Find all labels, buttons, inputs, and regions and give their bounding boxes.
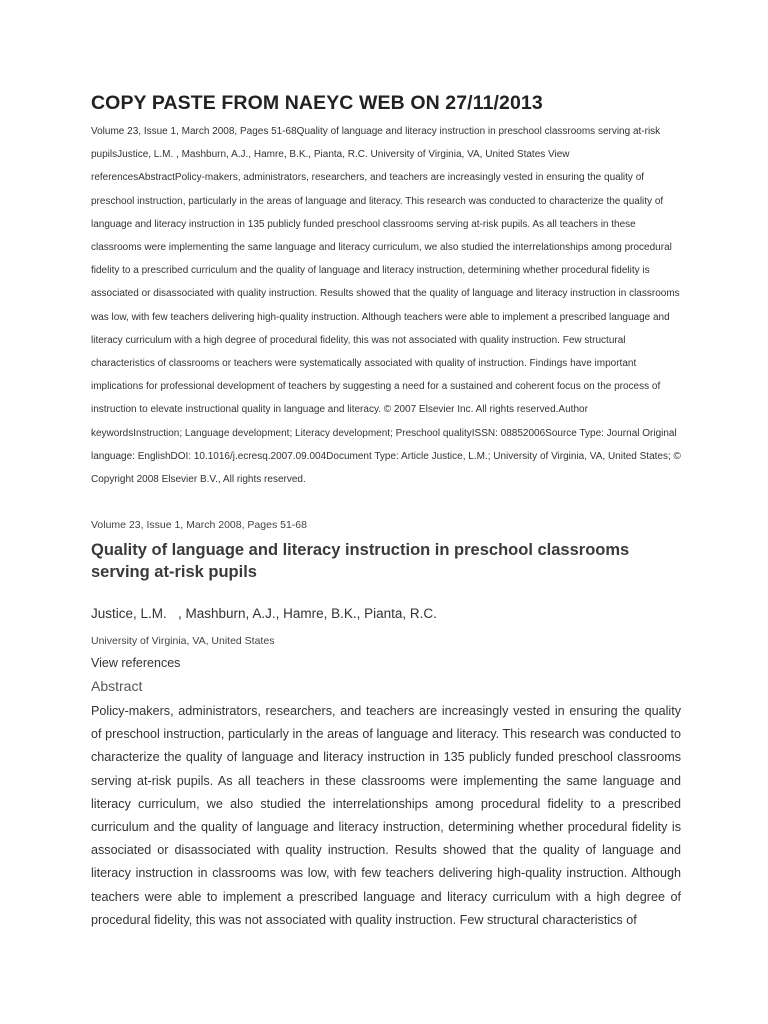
article-title: Quality of language and literacy instruction in preschool classrooms serving at-risk pupils xyxy=(91,541,630,581)
article-authors: Justice, L.M. , Mashburn, A.J., Hamre, B.K., Pianta, R.C. xyxy=(91,606,437,621)
article-affiliation: University of Virginia, VA, United States xyxy=(91,635,275,647)
summary-paragraph: Volume 23, Issue 1, March 2008, Pages 51-68Quality of language and literacy instruction in preschool classrooms serving at-risk pupilsJustice, L.M. , Mashburn, A.J., Hamre, B.K., Pianta, R.C. University of Virginia, VA, United States View referencesAbstractPolicy-makers, administrators, researchers, and teachers are increasingly vested in ensuring the quality of preschool instruction, particularly in the areas of language and literacy. This research was conducted to characterize the quality of language and literacy instruction in 135 publicly funded preschool classrooms serving at-risk pupils. As all teachers in these classrooms were implementing the same language and literacy curriculum, we also studied the interrelationships among procedural fidelity to a prescribed curriculum and the quality of language and literacy instruction, determining whether procedural fidelity is associated or disassociated with quality instruction. Results showed that the quality of language and literacy instruction in classrooms was low, with few teachers delivering high-quality instruction. Although teachers were able to implement a prescribed language and literacy curriculum with a high degree of procedural fidelity, this was not associated with quality instruction. Few structural characteristics of classrooms or teachers were systematically associated with quality of instruction. Findings have important implications for professional development of teachers by suggesting a need for a sustained and coherent focus on the process of instruction to elevate instructional quality in language and literacy. © 2007 Elsevier Inc. All rights reserved.Author keywordsInstruction; Language development; Literacy development; Preschool qualityISSN: 08852006Source Type: Journal Original language: EnglishDOI: 10.1016/j.ecresq.2007.09.004Document Type: Article Justice, L.M.; University of Virginia, VA, United States; © Copyright 2008 Elsevier B.V., All rights reserved. xyxy=(91,126,681,486)
document-title: COPY PASTE FROM NAEYC WEB ON 27/11/2013 xyxy=(91,92,543,114)
article-volume-line: Volume 23, Issue 1, March 2008, Pages 51-68 xyxy=(91,519,307,531)
abstract-text: Policy-makers, administrators, researchers, and teachers are increasingly vested in ensuring the quality of preschool instruction, particularly in the areas of language and literacy. This research was conducted to characterize the quality of language and literacy instruction in 135 publicly funded preschool classrooms serving at-risk pupils. As all teachers in these classrooms were implementing the same language and literacy curriculum, we also studied the interrelationships among procedural fidelity to a prescribed curriculum and the quality of language and literacy instruction, determining whether procedural fidelity is associated or disassociated with quality instruction. Results showed that the quality of language and literacy instruction in classrooms was low, with few teachers delivering high-quality instruction. Although teachers were able to implement a prescribed language and literacy curriculum with a high degree of procedural fidelity, this was not associated with quality instruction. Few structural characteristics of xyxy=(91,704,681,927)
abstract-heading: Abstract xyxy=(91,678,143,694)
view-references-link[interactable]: View references xyxy=(91,656,181,670)
